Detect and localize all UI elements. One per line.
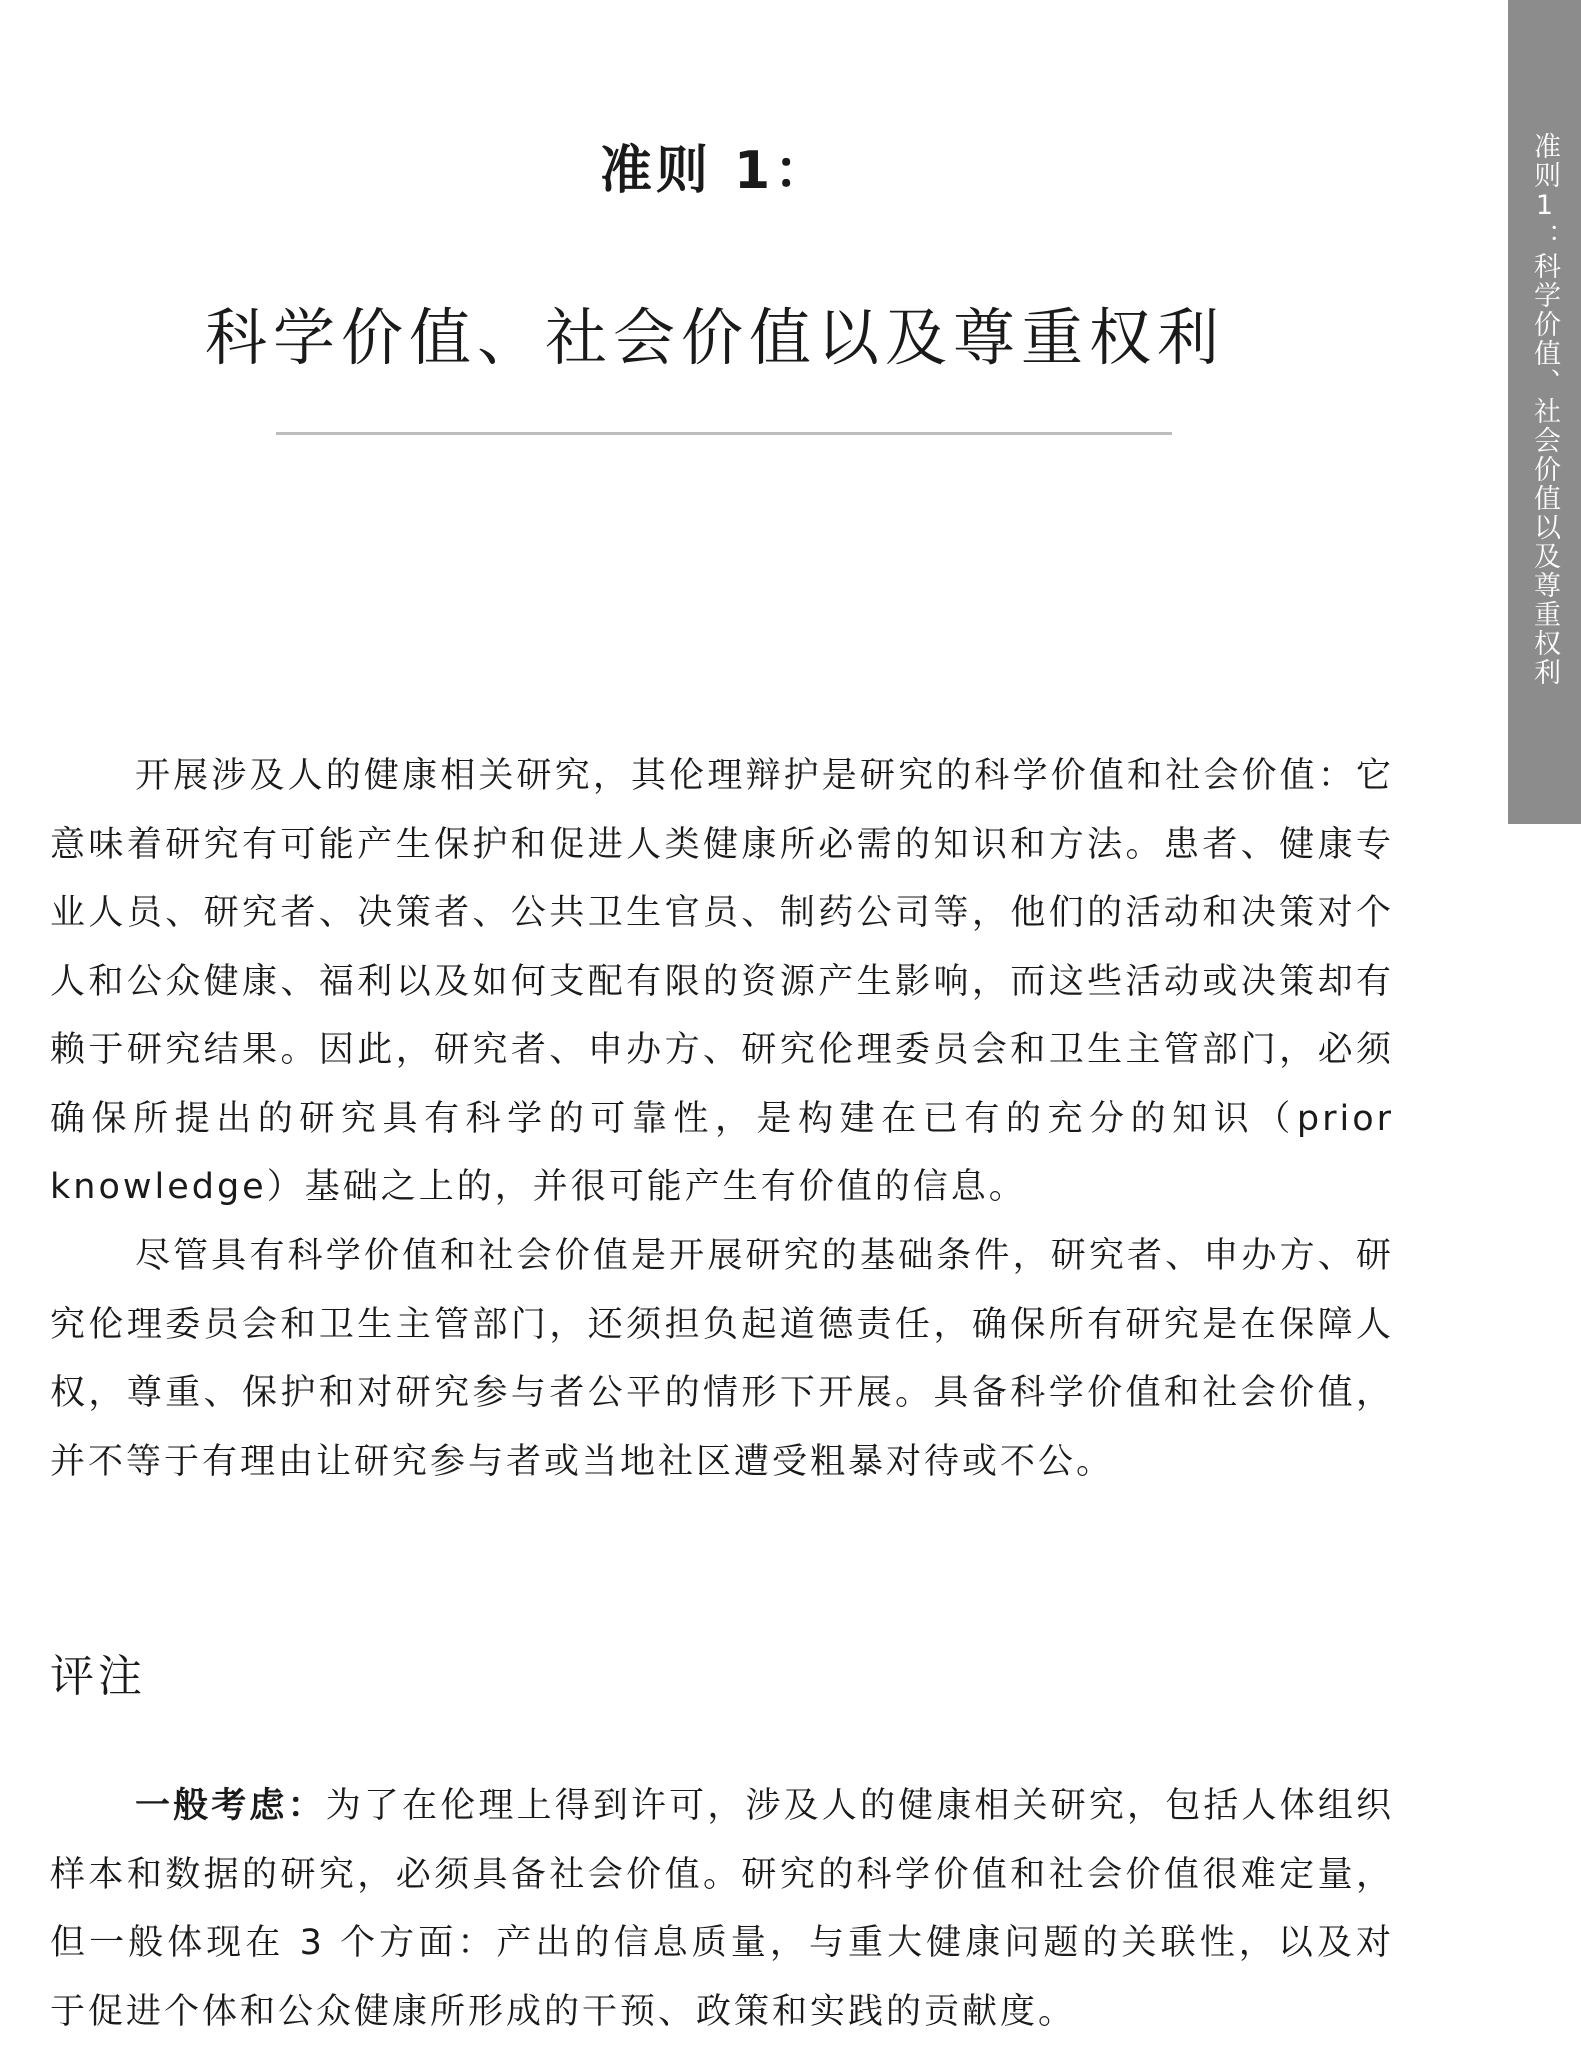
body-paragraph-1: 开展涉及人的健康相关研究，其伦理辩护是研究的科学价值和社会价值：它意味着研究有可能产生保护和促进人类健康所必需的知识和方法。患者、健康专业人员、研究者、决策者、公共卫生官员、制药公司等，他们的活动和决策对个人和公众健康、福利以及如何支配有限的资源产生影响，而这些活动或决策却有赖于研究结果。因此，研究者、申办方、研究伦理委员会和卫生主管部门，必须确保所提出的研究具有科学的可靠性，是构建在已有的充分的知识（prior knowledge）基础之上的，并很可能产生有价值的信息。 <box>50 756 1394 1207</box>
rule-subtitle: 科学价值、社会价值以及尊重权利 <box>204 301 1225 374</box>
commentary-paragraph <box>50 1772 1394 2046</box>
chapter-side-tab <box>1508 0 1581 824</box>
commentary-lead-term: 一般考虑： <box>135 1786 326 1826</box>
commentary-paragraph-text: 为了在伦理上得到许可，涉及人的健康相关研究，包括人体组织样本和数据的研究，必须具备社会价值。研究的科学价值和社会价值很难定量，但一般体现在 3 个方面：产出的信息质量，与重大健康问题的关联性，以及对于促进个体和公众健康所形成的干预、政策和实践的贡献度。 <box>50 1786 1394 2032</box>
body-paragraph-2: 尽管具有科学价值和社会价值是开展研究的基础条件，研究者、申办方、研究伦理委员会和卫生主管部门，还须担负起道德责任，确保所有研究是在保障人权，尊重、保护和对研究参与者公平的情形下开展。具备科学价值和社会价值，并不等于有理由让研究参与者或当地社区遭受粗暴对待或不公。 <box>50 1236 1394 1482</box>
rule-title: 准则 1： <box>599 141 831 201</box>
chapter-side-tab-label: 准则1：科学价值、社会价值以及尊重权利 <box>1529 132 1560 687</box>
title-divider <box>276 432 1172 435</box>
commentary-heading: 评注 <box>50 1651 146 1702</box>
